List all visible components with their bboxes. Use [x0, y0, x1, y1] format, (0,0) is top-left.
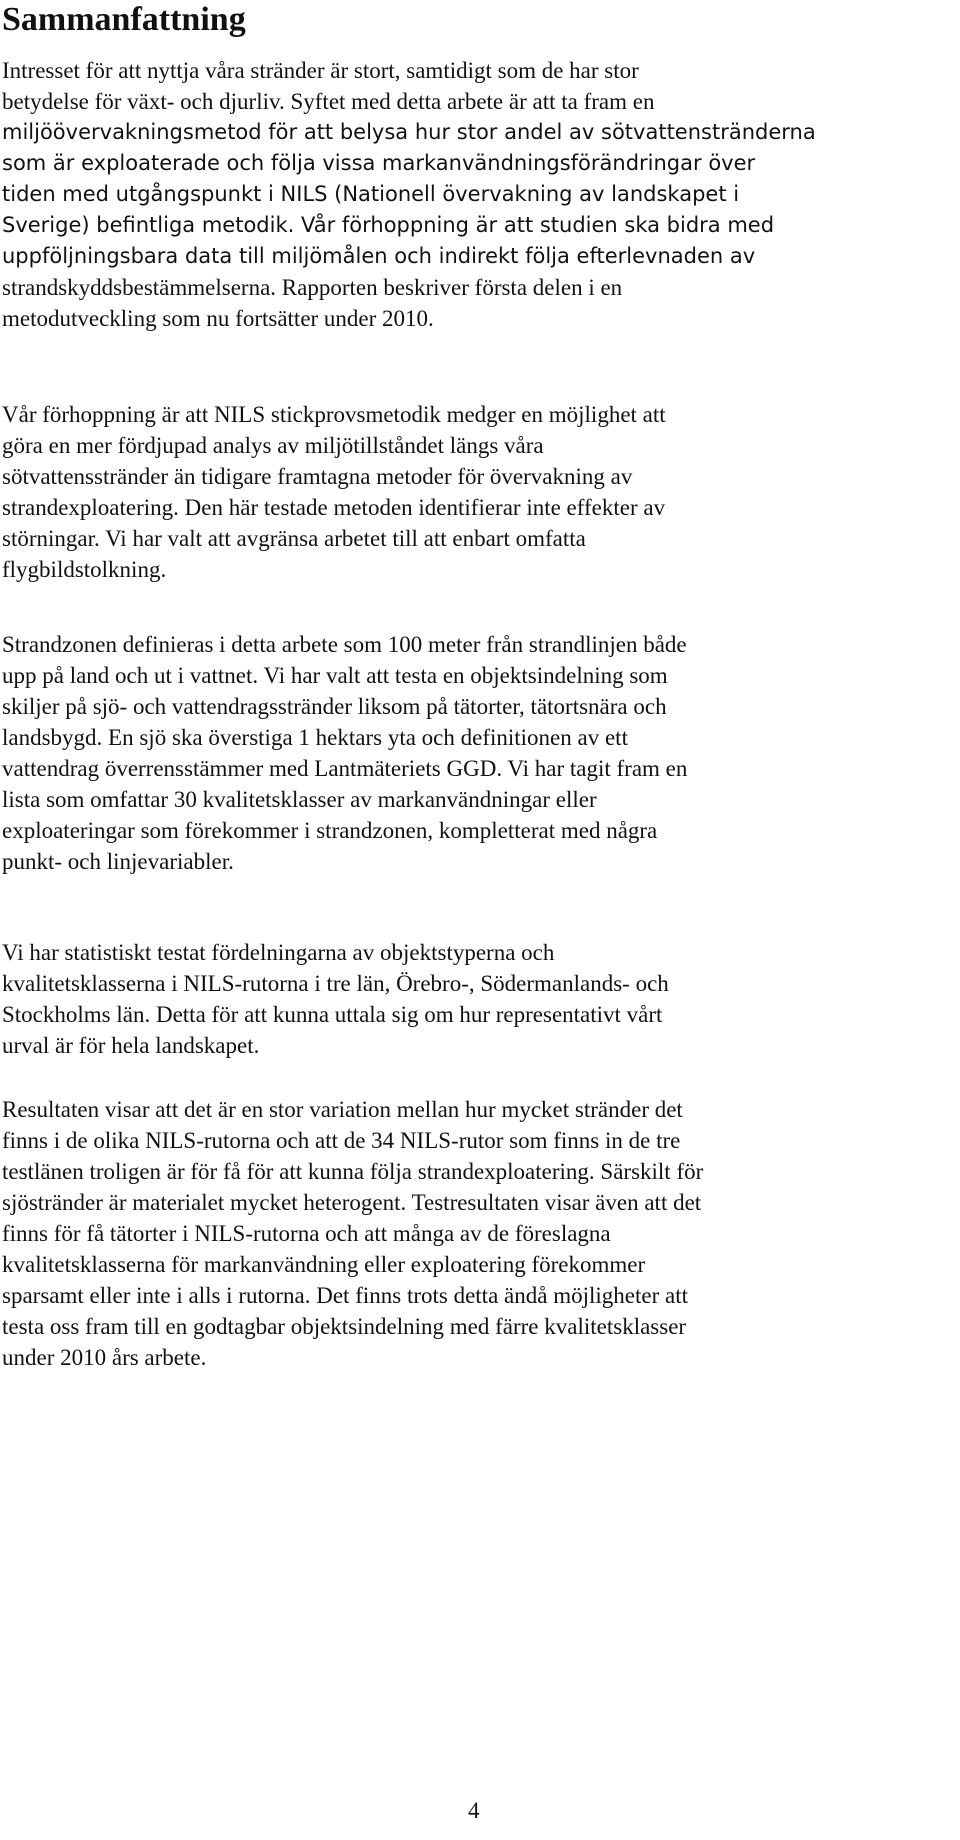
text-line: Resultaten visar att det är en stor variation mellan hur mycket stränder det: [2, 1097, 683, 1122]
text-line: Stockholms län. Detta för att kunna uttala sig om hur representativt vårt: [2, 1002, 663, 1027]
text-line: Intresset för att nyttja våra stränder är stort, samtidigt som de har stor: [2, 58, 639, 83]
page-number: 4: [468, 1798, 480, 1823]
text-line: landsbygd. En sjö ska överstiga 1 hektars yta och definitionen av ett: [2, 725, 628, 750]
text-line: testa oss fram till en godtagbar objektsindelning med färre kvalitetsklasser: [2, 1314, 687, 1339]
section-heading: Sammanfattning: [2, 1, 246, 38]
paragraph-strandzone: [2, 629, 687, 877]
text-line: Sverige) befintliga metodik. Vår förhoppning är att studien ska bidra med: [2, 213, 775, 237]
text-line: upp på land och ut i vattnet. Vi har valt att testa en objektsindelning som: [2, 663, 668, 688]
text-line: strandskyddsbestämmelserna. Rapporten beskriver första delen i en: [2, 275, 623, 300]
text-line: testlänen troligen är för få för att kunna följa strandexploatering. Särskilt för: [2, 1159, 704, 1184]
text-line: under 2010 års arbete.: [2, 1345, 207, 1370]
text-line: kvalitetsklasserna i NILS-rutorna i tre län, Örebro-, Södermanlands- och: [2, 971, 669, 996]
text-line: uppföljningsbara data till miljömålen och indirekt följa efterlevnaden av: [2, 244, 756, 268]
text-line: Strandzonen definieras i detta arbete som 100 meter från strandlinjen både: [2, 632, 687, 657]
text-line: som är exploaterade och följa vissa markanvändningsförändringar över: [2, 151, 756, 175]
text-line: sötvattensstränder än tidigare framtagna metoder för övervakning av: [2, 464, 633, 489]
text-line: lista som omfattar 30 kvalitetsklasser av markanvändningar eller: [2, 787, 597, 812]
text-line: strandexploatering. Den här testade metoden identifierar inte effekter av: [2, 495, 666, 520]
text-line: exploateringar som förekommer i strandzonen, kompletterat med några: [2, 818, 658, 843]
text-line: Vår förhoppning är att NILS stickprovsmetodik medger en möjlighet att: [2, 402, 666, 427]
paragraph-results: [2, 1094, 703, 1373]
text-line: störningar. Vi har valt att avgränsa arbetet till att enbart omfatta: [2, 526, 586, 551]
text-line: sjöstränder är materialet mycket heterogent. Testresultaten visar även att det: [2, 1190, 702, 1215]
text-line: punkt- och linjevariabler.: [2, 849, 234, 874]
text-line: flygbildstolkning.: [2, 557, 167, 582]
text-line: sparsamt eller inte i alls i rutorna. Det finns trots detta ändå möjligheter att: [2, 1283, 688, 1308]
text-line: Vi har statistiskt testat fördelningarna av objektstyperna och: [2, 940, 555, 965]
text-line: tiden med utgångspunkt i NILS (Nationell övervakning av landskapet i: [2, 182, 740, 206]
paragraph-intro: [2, 55, 816, 334]
text-line: vattendrag överrensstämmer med Lantmäteriets GGD. Vi har tagit fram en: [2, 756, 688, 781]
text-line: betydelse för växt- och djurliv. Syftet med detta arbete är att ta fram en: [2, 89, 655, 114]
text-line: kvalitetsklasserna för markanvändning eller exploatering förekommer: [2, 1252, 646, 1277]
text-line: finns i de olika NILS-rutorna och att de 34 NILS-rutor som finns in de tre: [2, 1128, 681, 1153]
text-line: urval är för hela landskapet.: [2, 1033, 260, 1058]
text-line: finns för få tätorter i NILS-rutorna och att många av de föreslagna: [2, 1221, 611, 1246]
paragraph-statistics: [2, 937, 669, 1061]
text-line: skiljer på sjö- och vattendragsstränder liksom på tätorter, tätortsnära och: [2, 694, 667, 719]
text-line: miljöövervakningsmetod för att belysa hur stor andel av sötvattenstränderna: [2, 120, 816, 144]
text-line: metodutveckling som nu fortsätter under 2010.: [2, 306, 434, 331]
paragraph-method: [2, 399, 666, 585]
text-line: göra en mer fördjupad analys av miljötillståndet längs våra: [2, 433, 544, 458]
